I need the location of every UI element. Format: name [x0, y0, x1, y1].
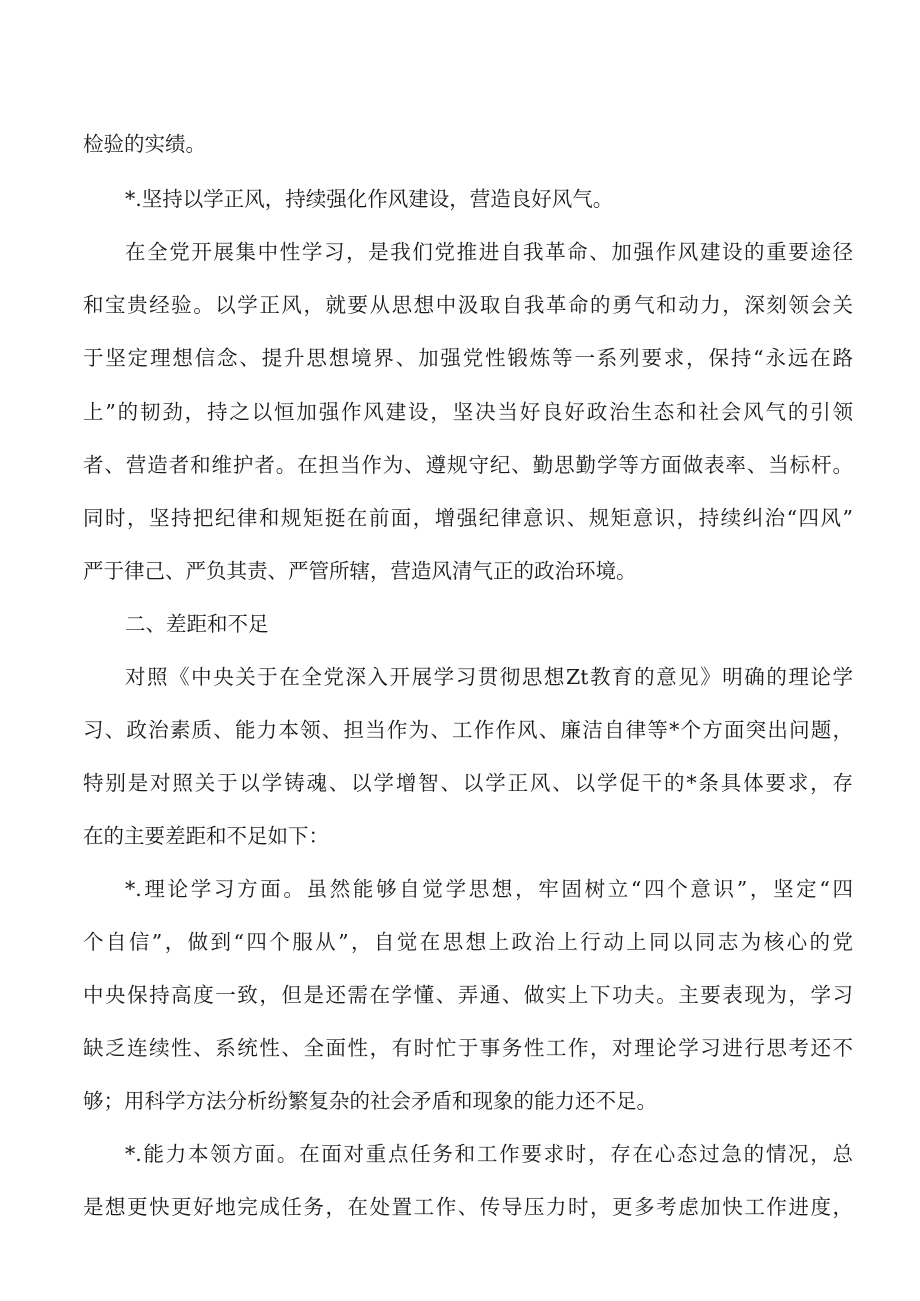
paragraph-line: 习、政治素质、能力本领、担当作为、工作作风、廉洁自律等*个方面突出问题，	[83, 718, 853, 742]
paragraph-line: 特别是对照关于以学铸魂、以学增智、以学正风、以学促干的*条具体要求，存	[83, 771, 853, 795]
paragraph-line: 者、营造者和维护者。在担当作为、遵规守纪、勤思勤学等方面做表率、当标杆。	[83, 453, 853, 477]
paragraph-line: 在全党开展集中性学习，是我们党推进自我革命、加强作风建设的重要途径	[125, 240, 853, 264]
paragraph-line: *.理论学习方面。虽然能够自觉学思想，牢固树立“四个意识”，坚定“四	[125, 877, 853, 901]
paragraph-line: 检验的实绩。	[83, 132, 206, 156]
paragraph-line: 严于律己、严负其责、严管所辖，营造风清气正的政治环境。	[83, 559, 637, 583]
section-heading: 二、差距和不足	[125, 612, 269, 636]
paragraph-line: 在的主要差距和不足如下：	[83, 824, 329, 848]
paragraph-line: 中央保持高度一致，但是还需在学懂、弄通、做实上下功夫。主要表现为，学习	[83, 983, 853, 1007]
paragraph-line: 和宝贵经验。以学正风，就要从思想中汲取自我革命的勇气和动力，深刻领会关	[83, 293, 853, 317]
paragraph-line: 于坚定理想信念、提升思想境界、加强党性锻炼等一系列要求，保持“永远在路	[83, 346, 853, 370]
paragraph-line: 个自信”，做到“四个服从”，自觉在思想上政治上行动上同以同志为核心的党	[83, 930, 853, 954]
paragraph-line: 对照《中央关于在全党深入开展学习贯彻思想Zt教育的意见》明确的理论学	[125, 665, 853, 689]
paragraph-line: 缺乏连续性、系统性、全面性，有时忙于事务性工作，对理论学习进行思考还不	[83, 1036, 853, 1060]
paragraph-line: 上”的韧劲，持之以恒加强作风建设，坚决当好良好政治生态和社会风气的引领	[83, 400, 853, 424]
paragraph-line: 是想更快更好地完成任务，在处置工作、传导压力时，更多考虑加快工作进度，	[83, 1195, 853, 1219]
section-heading: *.坚持以学正风，持续强化作风建设，营造良好风气。	[125, 187, 614, 211]
paragraph-line: *.能力本领方面。在面对重点任务和工作要求时，存在心态过急的情况，总	[125, 1142, 853, 1166]
paragraph-line: 同时，坚持把纪律和规矩挺在前面，增强纪律意识、规矩意识，持续纠治“四风”	[83, 506, 853, 530]
paragraph-line: 够；用科学方法分析纷繁复杂的社会矛盾和现象的能力还不足。	[83, 1089, 657, 1113]
